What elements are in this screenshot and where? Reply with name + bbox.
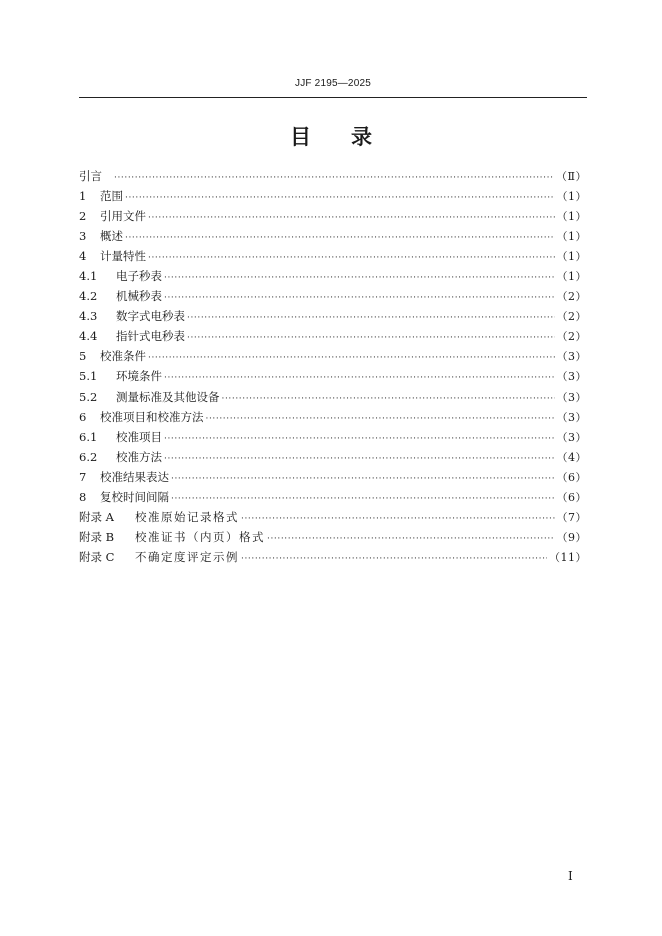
toc-entry-page: （1） — [556, 230, 587, 244]
toc-dot-leader — [148, 248, 555, 268]
toc-entry-page: （6） — [556, 470, 587, 484]
toc-entry-page: （9） — [556, 530, 587, 544]
toc-dot-leader — [241, 509, 555, 529]
toc-entry[interactable] — [79, 467, 587, 487]
toc-entry-label: 指针式电秒表 — [116, 329, 185, 344]
toc-entry[interactable] — [79, 366, 587, 386]
toc-entry-number: 6 — [79, 409, 87, 424]
page-number: I — [568, 869, 573, 883]
toc-entry-page: （1） — [556, 190, 587, 204]
toc-entry-label: 引言 — [79, 169, 102, 183]
toc-entry-page: （1） — [556, 250, 587, 264]
document-code-header: JJF 2195—2025 — [295, 78, 371, 89]
toc-entry-label: 电子秒表 — [116, 269, 162, 284]
toc-entry-number: 8 — [79, 489, 87, 504]
toc-entry-page: （3） — [556, 390, 587, 404]
toc-dot-leader — [148, 208, 555, 228]
toc-entry-number: 6.1 — [79, 429, 98, 444]
toc-entry-label: 范围 — [100, 189, 123, 204]
toc-dot-leader — [164, 368, 555, 388]
toc-entry-label: 校准证书（内页）格式 — [135, 529, 265, 544]
toc-entry-number: 附录 A — [79, 509, 114, 524]
toc-dot-leader — [164, 288, 555, 308]
toc-entry-page: （7） — [556, 510, 587, 524]
toc-entry-page: （1） — [556, 210, 587, 224]
toc-entry-page: （1） — [556, 270, 587, 284]
toc-entry-number: 4.1 — [79, 269, 98, 284]
toc-entry-number: 3 — [79, 229, 87, 244]
toc-dot-leader — [171, 469, 555, 489]
toc-dot-leader — [267, 529, 555, 549]
toc-entry-label: 校准原始记录格式 — [135, 509, 239, 524]
toc-dot-leader — [171, 489, 555, 509]
toc-entry[interactable] — [79, 507, 587, 527]
toc-entry-number: 5 — [79, 349, 87, 364]
toc-entry-label: 数字式电秒表 — [116, 309, 185, 324]
toc-entry-number: 2 — [79, 209, 87, 224]
toc-entry-page: （11） — [549, 550, 587, 564]
toc-entry[interactable] — [79, 226, 587, 246]
toc-entry-page: （3） — [556, 370, 587, 384]
toc-entry[interactable] — [79, 286, 587, 306]
toc-entry-label: 引用文件 — [100, 209, 146, 224]
toc-entry[interactable] — [79, 447, 587, 467]
toc-entry-number: 5.1 — [79, 369, 98, 384]
toc-entry-number: 4.4 — [79, 329, 98, 344]
toc-dot-leader — [241, 549, 547, 569]
toc-entry-number: 4.2 — [79, 289, 98, 304]
table-of-contents — [79, 166, 587, 567]
toc-entry[interactable] — [79, 487, 587, 507]
toc-entry-page: （3） — [556, 410, 587, 424]
toc-entry-label: 机械秒表 — [116, 289, 162, 304]
toc-entry-label: 测量标准及其他设备 — [116, 389, 220, 404]
toc-entry-label: 不确定度评定示例 — [135, 549, 239, 564]
title-char-left: 目 — [290, 125, 311, 149]
toc-entry[interactable] — [79, 186, 587, 206]
toc-entry[interactable] — [79, 427, 587, 447]
toc-entry-page: （6） — [556, 490, 587, 504]
toc-entry-label: 校准方法 — [116, 449, 162, 464]
toc-dot-leader — [187, 308, 555, 328]
toc-dot-leader — [222, 389, 555, 409]
toc-entry-number: 5.2 — [79, 389, 98, 404]
toc-entry[interactable] — [79, 266, 587, 286]
toc-entry-number: 6.2 — [79, 449, 98, 464]
toc-entry-label: 校准项目 — [116, 429, 162, 444]
title-char-right: 录 — [351, 125, 372, 149]
toc-dot-leader — [187, 328, 555, 348]
toc-entry-number: 附录 B — [79, 529, 115, 544]
toc-entry-label: 计量特性 — [100, 249, 146, 264]
header-rule — [79, 97, 587, 98]
toc-entry[interactable] — [79, 527, 587, 547]
toc-entry-label: 复校时间间隔 — [100, 489, 169, 504]
toc-entry-page: （3） — [556, 350, 587, 364]
toc-dot-leader — [206, 409, 555, 429]
toc-entry-page: （2） — [556, 330, 587, 344]
toc-dot-leader — [114, 168, 554, 188]
toc-entry[interactable] — [79, 166, 587, 186]
toc-entry-label: 概述 — [100, 229, 123, 244]
toc-dot-leader — [148, 348, 555, 368]
toc-dot-leader — [125, 228, 555, 248]
toc-entry[interactable] — [79, 387, 587, 407]
toc-dot-leader — [164, 449, 555, 469]
toc-entry-number: 附录 C — [79, 549, 115, 564]
toc-entry[interactable] — [79, 326, 587, 346]
toc-entry-label: 环境条件 — [116, 369, 162, 384]
toc-entry-page: （2） — [556, 310, 587, 324]
toc-entry[interactable] — [79, 407, 587, 427]
toc-entry-number: 4.3 — [79, 309, 98, 324]
toc-entry-label: 校准结果表达 — [100, 469, 169, 484]
toc-dot-leader — [164, 268, 555, 288]
toc-entry-label: 校准项目和校准方法 — [100, 409, 204, 424]
toc-entry[interactable] — [79, 246, 587, 266]
toc-entry[interactable] — [79, 306, 587, 326]
toc-entry-label: 校准条件 — [100, 349, 146, 364]
toc-entry[interactable] — [79, 547, 587, 567]
page-title — [0, 121, 662, 151]
toc-entry-page: （4） — [556, 450, 587, 464]
toc-entry-number: 4 — [79, 249, 87, 264]
toc-entry-page: （Ⅱ） — [556, 170, 587, 183]
toc-dot-leader — [125, 188, 555, 208]
toc-entry-page: （3） — [556, 430, 587, 444]
toc-entry-number: 7 — [79, 469, 87, 484]
toc-entry-page: （2） — [556, 290, 587, 304]
toc-entry[interactable] — [79, 206, 587, 226]
toc-entry[interactable] — [79, 346, 587, 366]
toc-dot-leader — [164, 429, 555, 449]
toc-entry-number: 1 — [79, 189, 87, 204]
